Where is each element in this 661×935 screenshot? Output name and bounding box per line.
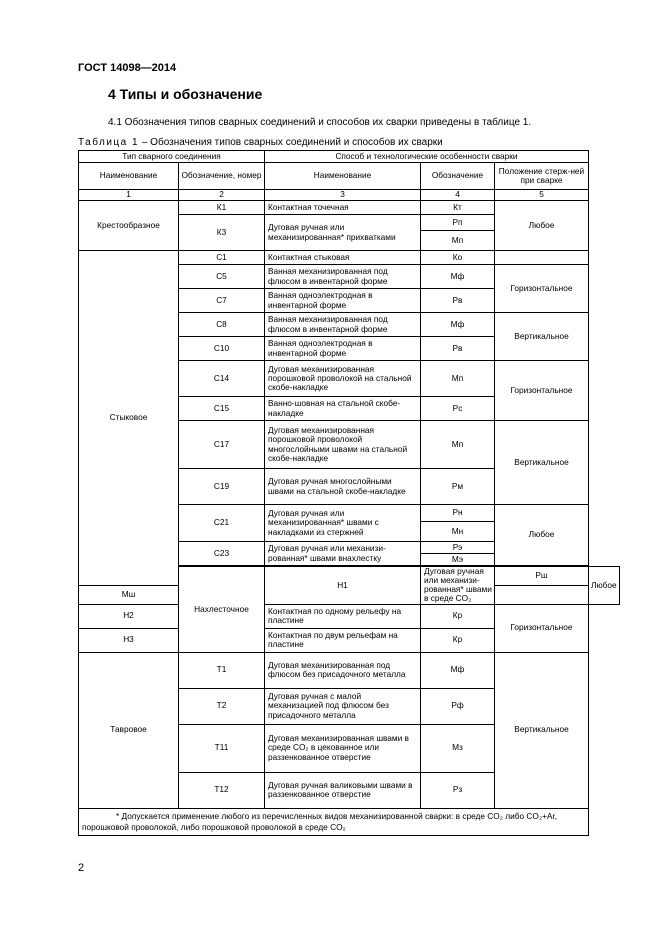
joint-num: С7 bbox=[179, 289, 265, 313]
method-name: Контактная стыковая bbox=[265, 251, 421, 265]
method-name: Контактная по одному рельефу на пластине bbox=[265, 604, 421, 628]
method-code: Мп bbox=[421, 421, 495, 469]
group-header-method: Способ и технологические особенности сварки bbox=[265, 151, 589, 163]
joint-num: С5 bbox=[179, 265, 265, 289]
table-caption bbox=[78, 137, 443, 148]
method-code: Рн bbox=[421, 505, 495, 522]
table-footnote: * Допускается применение любого из перечисленных видов механизированной сварки: в среде CO₂ либо CO₂+Ar, порошковой проволокой, либо порошковой проволокой в среде CO₂ bbox=[79, 808, 589, 835]
method-code: Мп bbox=[421, 231, 495, 251]
joint-num: Н3 bbox=[79, 628, 179, 652]
method-name: Дуговая ручная или механизи-рованная* швами в среде CO₂ bbox=[421, 567, 495, 605]
method-name: Дуговая механизированная порошковой проволокой многослойными швами на стальной скобе-накладке bbox=[265, 421, 421, 469]
joint-num: С17 bbox=[179, 421, 265, 469]
joint-num: Н1 bbox=[265, 567, 421, 605]
method-name: Дуговая ручная с малой механизацией под флюсом без присадочного металла bbox=[265, 688, 421, 724]
position-butt-5: Любое bbox=[495, 505, 589, 566]
method-code: Мф bbox=[421, 265, 495, 289]
method-name: Ванная механизированная под флюсом в инвентарной форме bbox=[265, 313, 421, 337]
group-header-joint: Тип сварного соединения bbox=[79, 151, 265, 163]
col-number: 5 bbox=[495, 190, 589, 201]
method-name: Дуговая механизированная швами в среде CO₂ в цекованное или раззенкованное отверстие bbox=[265, 724, 421, 772]
method-code: Мф bbox=[421, 652, 495, 688]
joint-num: С1 bbox=[179, 251, 265, 265]
position-butt-3: Горизонтальное bbox=[495, 361, 589, 421]
position-butt-1: Горизонтальное bbox=[495, 265, 589, 313]
method-name: Контактная по двум рельефам на пластине bbox=[265, 628, 421, 652]
joint-num: К3 bbox=[179, 215, 265, 251]
method-code: Рп bbox=[421, 215, 495, 231]
method-name: Дуговая ручная валиковыми швами в раззенкованное отверстие bbox=[265, 772, 421, 808]
method-name: Ванная механизированная под флюсом в инвентарной форме bbox=[265, 265, 421, 289]
method-code: Рэ bbox=[421, 542, 495, 554]
joint-name-butt: Стыковое bbox=[79, 251, 179, 586]
joint-num: С14 bbox=[179, 361, 265, 397]
col-header-joint-num: Обозначение, номер bbox=[179, 163, 265, 190]
joint-num: С19 bbox=[179, 469, 265, 505]
col-header-position: Положение стерж-ней при сварке bbox=[495, 163, 589, 190]
joint-num: С10 bbox=[179, 337, 265, 361]
col-header-joint-name: Наименование bbox=[79, 163, 179, 190]
position-tee: Вертикальное bbox=[495, 652, 589, 808]
method-name: Дуговая механизированная порошковой проволокой на стальной скобе-накладке bbox=[265, 361, 421, 397]
joint-num: С15 bbox=[179, 397, 265, 421]
method-code: Кт bbox=[421, 201, 495, 215]
designation-table bbox=[78, 150, 620, 836]
method-name: Ванно-шовная на стальной скобе-накладке bbox=[265, 397, 421, 421]
joint-name-tee: Тавровое bbox=[79, 652, 179, 808]
col-number: 2 bbox=[179, 190, 265, 201]
joint-name-cross: Крестообразное bbox=[79, 201, 179, 251]
col-number: 3 bbox=[265, 190, 421, 201]
method-code: Рв bbox=[421, 289, 495, 313]
position-butt-2: Вертикальное bbox=[495, 313, 589, 361]
method-name: Дуговая ручная или механизированная* швами с накладками из стержней bbox=[265, 505, 421, 542]
joint-name-lap: Нахлесточное bbox=[179, 567, 265, 653]
method-code: Мп bbox=[421, 361, 495, 397]
method-name: Ванная одноэлектродная в инвентарной форме bbox=[265, 337, 421, 361]
document-header: ГОСТ 14098—2014 bbox=[78, 62, 177, 74]
method-code: Рм bbox=[421, 469, 495, 505]
position-lap-2: Горизонтальное bbox=[495, 604, 589, 652]
joint-num: Т12 bbox=[179, 772, 265, 808]
method-name: Дуговая механизированная под флюсом без присадочного металла bbox=[265, 652, 421, 688]
position-empty bbox=[495, 251, 589, 265]
col-number: 1 bbox=[79, 190, 179, 201]
joint-num: С23 bbox=[179, 542, 265, 566]
method-code: Мз bbox=[421, 724, 495, 772]
col-header-method-name: Наименование bbox=[265, 163, 421, 190]
method-code: Рш bbox=[495, 567, 589, 586]
method-code: Мш bbox=[79, 585, 179, 604]
intro-paragraph: 4.1 Обозначения типов сварных соединений и способов их сварки приведены в таблице 1. bbox=[108, 117, 532, 128]
position-lap-1: Любое bbox=[589, 567, 620, 605]
joint-num: К1 bbox=[179, 201, 265, 215]
method-code: Рз bbox=[421, 772, 495, 808]
method-name: Дуговая ручная или механизи-рованная* швами внахлестку bbox=[265, 542, 421, 566]
method-name: Дуговая ручная или механизированная* прихватками bbox=[265, 215, 421, 251]
method-code: Кр bbox=[421, 628, 495, 652]
page-number: 2 bbox=[78, 862, 85, 874]
position-cross: Любое bbox=[495, 201, 589, 251]
method-name: Контактная точечная bbox=[265, 201, 421, 215]
col-number: 4 bbox=[421, 190, 495, 201]
method-code: Рс bbox=[421, 397, 495, 421]
method-code: Мэ bbox=[421, 554, 495, 566]
method-name: Ванная одноэлектродная в инвентарной форме bbox=[265, 289, 421, 313]
method-code: Рв bbox=[421, 337, 495, 361]
method-code: Кр bbox=[421, 604, 495, 628]
joint-num: Т1 bbox=[179, 652, 265, 688]
joint-num: Т11 bbox=[179, 724, 265, 772]
method-code: Мн bbox=[421, 522, 495, 542]
method-code: Ко bbox=[421, 251, 495, 265]
joint-num: Т2 bbox=[179, 688, 265, 724]
section-title: 4 Типы и обозначение bbox=[108, 86, 263, 102]
joint-num: С8 bbox=[179, 313, 265, 337]
method-code: Рф bbox=[421, 688, 495, 724]
method-name: Дуговая ручная многослойными швами на стальной скобе-накладке bbox=[265, 469, 421, 505]
joint-num: С21 bbox=[179, 505, 265, 542]
joint-num: Н2 bbox=[79, 604, 179, 628]
position-butt-4: Вертикальное bbox=[495, 421, 589, 505]
method-code: Мф bbox=[421, 313, 495, 337]
table-caption-text: – Обозначения типов сварных соединений и способов их сварки bbox=[141, 137, 443, 148]
table-caption-label: Таблица 1 bbox=[78, 137, 140, 148]
col-header-method-code: Обозначение bbox=[421, 163, 495, 190]
